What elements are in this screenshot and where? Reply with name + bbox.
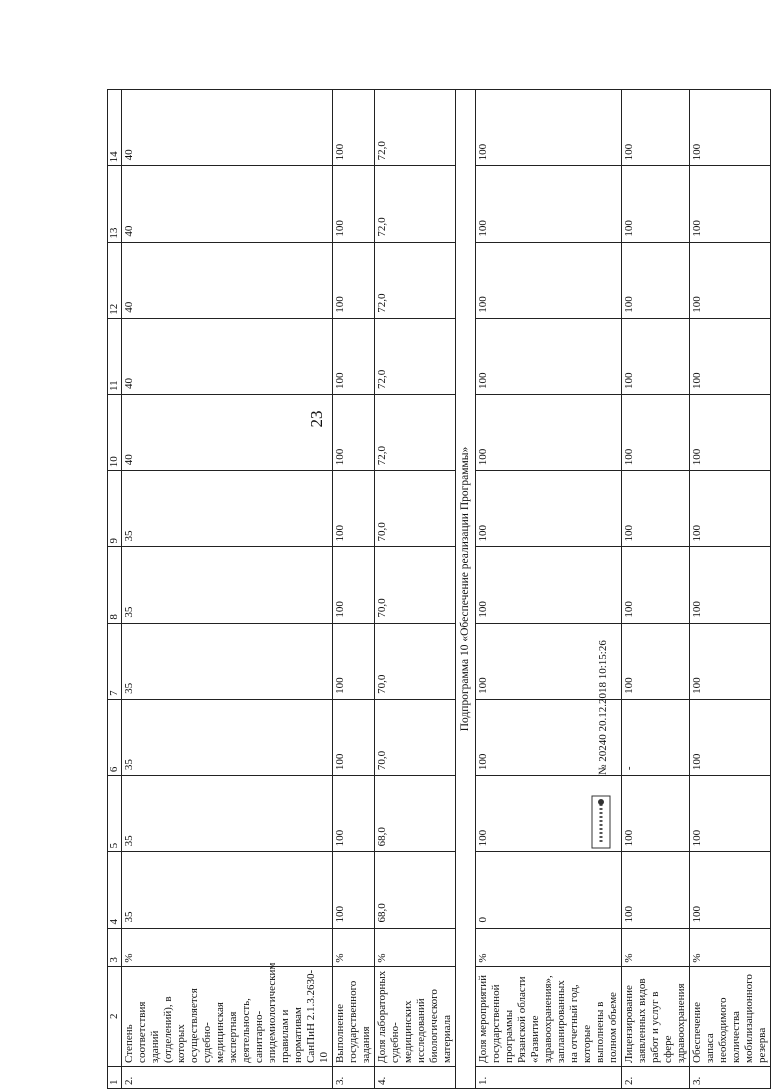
- indicator-name: Лицензирование заявленных видов работ и услуг в сфере здравоохранения: [622, 966, 690, 1066]
- unit: %: [476, 928, 622, 966]
- table-row: [375, 90, 456, 1089]
- value-cell: 100: [622, 776, 690, 852]
- value-cell: 100: [622, 395, 690, 471]
- value-cell: 100: [476, 242, 622, 318]
- section-row: [456, 90, 476, 1089]
- row-number: 2.: [622, 1066, 690, 1088]
- stamp-icon: [590, 792, 614, 852]
- indicator-name: Выполнение государственного задания: [333, 966, 375, 1066]
- col-header: 3: [108, 928, 122, 966]
- value-cell: 100: [333, 395, 375, 471]
- value-cell: 100: [476, 471, 622, 547]
- unit: %: [375, 928, 456, 966]
- col-header: 1: [108, 1066, 122, 1088]
- value-cell: 100: [690, 852, 771, 928]
- value-cell: 35: [122, 623, 333, 699]
- value-cell: 100: [476, 699, 622, 775]
- value-cell: 100: [690, 623, 771, 699]
- row-number: 4.: [375, 1066, 456, 1088]
- row-number: 3.: [333, 1066, 375, 1088]
- value-cell: 100: [690, 242, 771, 318]
- value-cell: 100: [476, 166, 622, 242]
- value-cell: 72,0: [375, 395, 456, 471]
- value-cell: 100: [690, 547, 771, 623]
- value-cell: 70,0: [375, 547, 456, 623]
- unit: %: [333, 928, 375, 966]
- value-cell: 100: [690, 699, 771, 775]
- indicators-table: [107, 89, 771, 1089]
- value-cell: 100: [622, 623, 690, 699]
- value-cell: 35: [122, 547, 333, 623]
- table-row: [122, 90, 333, 1089]
- column-number-row: [108, 90, 122, 1089]
- page-number: 23: [307, 410, 326, 428]
- col-header: 5: [108, 776, 122, 852]
- value-cell: 100: [333, 699, 375, 775]
- value-cell: 40: [122, 90, 333, 166]
- value-cell: 100: [622, 471, 690, 547]
- value-cell: 100: [333, 471, 375, 547]
- value-cell: 100: [690, 395, 771, 471]
- value-cell: 100: [622, 166, 690, 242]
- value-cell: 100: [476, 395, 622, 471]
- value-cell: 40: [122, 318, 333, 394]
- value-cell: 100: [690, 90, 771, 166]
- indicator-name: Степень соответствия зданий (отделений), в которых осуществляется судебно-медицинская экспертная деятельность, санитарно-эпидемиологическим правилам и нормативам СанПиН 2.1.3.2630-10: [122, 966, 333, 1066]
- table-row: [333, 90, 375, 1089]
- value-cell: 35: [122, 699, 333, 775]
- col-header: 10: [108, 395, 122, 471]
- indicator-name: Обеспечение запаса необходимого количества мобилизационного резерва: [690, 966, 771, 1066]
- value-cell: 100: [476, 776, 622, 852]
- indicator-name: Доля лабораторных судебно-медицинских исследований биологического материала: [375, 966, 456, 1066]
- value-cell: 40: [122, 166, 333, 242]
- col-header: 9: [108, 471, 122, 547]
- value-cell: 100: [333, 242, 375, 318]
- registration-footer: № 20240 20.12.2018 10:15:26: [597, 640, 609, 775]
- col-header: 14: [108, 90, 122, 166]
- value-cell: 100: [476, 623, 622, 699]
- row-number: 2.: [122, 1066, 333, 1088]
- value-cell: 100: [333, 166, 375, 242]
- value-cell: 100: [476, 90, 622, 166]
- value-cell: 100: [690, 471, 771, 547]
- value-cell: 70,0: [375, 699, 456, 775]
- value-cell: 68,0: [375, 852, 456, 928]
- value-cell: 100: [476, 547, 622, 623]
- value-cell: 100: [622, 90, 690, 166]
- value-cell: 72,0: [375, 90, 456, 166]
- value-cell: 100: [333, 90, 375, 166]
- value-cell: 40: [122, 242, 333, 318]
- value-cell: 72,0: [375, 318, 456, 394]
- value-cell: 100: [476, 318, 622, 394]
- unit: %: [622, 928, 690, 966]
- value-cell: 100: [333, 623, 375, 699]
- value-cell: 100: [690, 166, 771, 242]
- table-row: [690, 90, 771, 1089]
- col-header: 7: [108, 623, 122, 699]
- value-cell: 70,0: [375, 623, 456, 699]
- value-cell: 100: [333, 776, 375, 852]
- value-cell: 100: [690, 318, 771, 394]
- table-row: [622, 90, 690, 1089]
- value-cell: 100: [333, 547, 375, 623]
- col-header: 13: [108, 166, 122, 242]
- value-cell: 35: [122, 852, 333, 928]
- value-cell: 35: [122, 471, 333, 547]
- section-title: Подпрограмма 10 «Обеспечение реализации Программы»: [456, 90, 476, 1089]
- col-header: 2: [108, 966, 122, 1066]
- col-header: 6: [108, 699, 122, 775]
- value-cell: 72,0: [375, 242, 456, 318]
- value-cell: 40: [122, 395, 333, 471]
- value-cell: 100: [690, 776, 771, 852]
- value-cell: 100: [622, 318, 690, 394]
- unit: %: [690, 928, 771, 966]
- value-cell: 68,0: [375, 776, 456, 852]
- value-cell: 100: [333, 852, 375, 928]
- value-cell: 100: [622, 242, 690, 318]
- row-number: 3.: [690, 1066, 771, 1088]
- value-cell: 35: [122, 776, 333, 852]
- indicator-name: Доля мероприятий государственной программы Рязанской области «Развитие здравоохранения», запланированных на отчетный год, которые выполнены в полном объеме: [476, 966, 622, 1066]
- value-cell: 100: [622, 547, 690, 623]
- col-header: 4: [108, 852, 122, 928]
- value-cell: -: [622, 699, 690, 775]
- unit: %: [122, 928, 333, 966]
- value-cell: 0: [476, 852, 622, 928]
- value-cell: 100: [622, 852, 690, 928]
- value-cell: 70,0: [375, 471, 456, 547]
- col-header: 12: [108, 242, 122, 318]
- value-cell: 72,0: [375, 166, 456, 242]
- col-header: 11: [108, 318, 122, 394]
- col-header: 8: [108, 547, 122, 623]
- value-cell: 100: [333, 318, 375, 394]
- row-number: 1.: [476, 1066, 622, 1088]
